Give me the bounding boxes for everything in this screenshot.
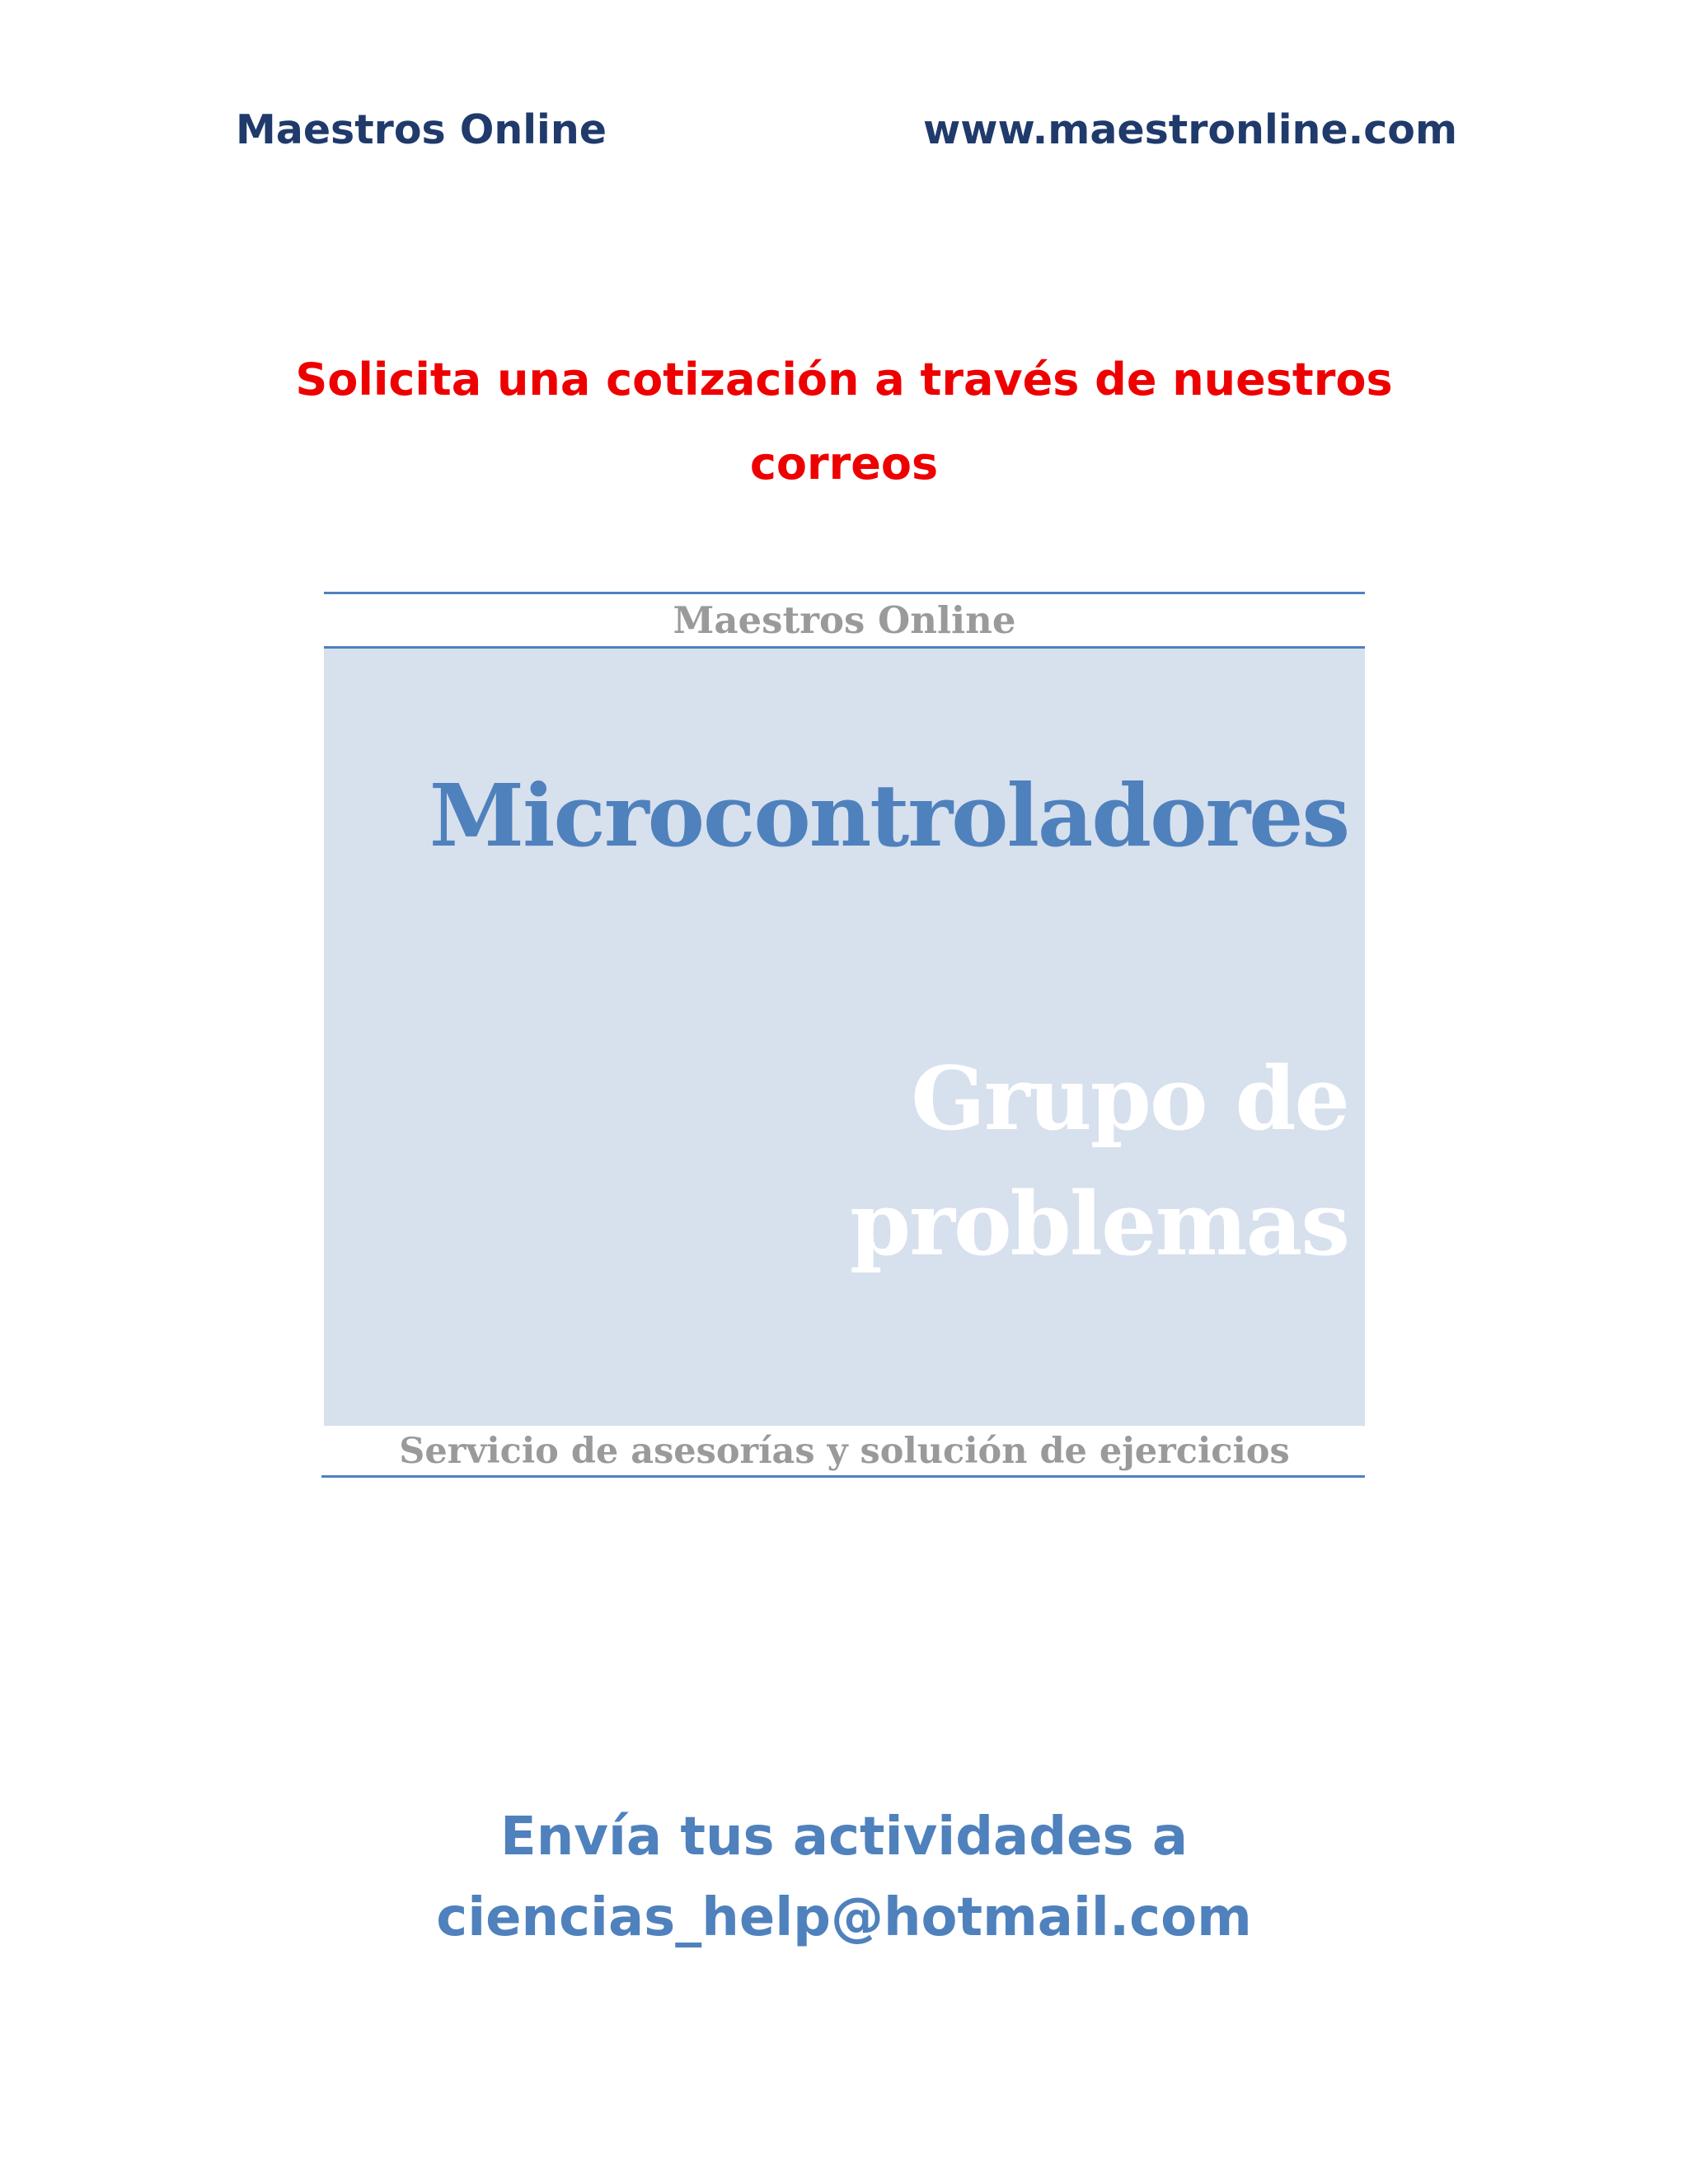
quote-request-line-1: Solicita una cotización a través de nuestros	[295, 354, 1393, 405]
cover-tagline: Servicio de asesorías y solución de ejercicios	[399, 1431, 1290, 1472]
cover-subtitle-line-1: Grupo de	[911, 1047, 1348, 1150]
contact-notice	[247, 1797, 1441, 1958]
quote-request-line-2: correos	[749, 438, 939, 490]
quote-request-notice	[247, 338, 1441, 506]
cover-title: Microcontroladores	[429, 765, 1348, 866]
cover-publisher: Maestros Online	[673, 598, 1016, 642]
contact-line-1: Envía tus actividades a	[499, 1807, 1189, 1868]
cover-title-panel	[324, 649, 1365, 1426]
contact-email[interactable]: ciencias_help@hotmail.com	[436, 1887, 1252, 1948]
cover-subtitle	[324, 1036, 1348, 1286]
header-site-name: Maestros Online	[236, 106, 607, 153]
header-website-url: www.maestronline.com	[923, 106, 1458, 153]
cover-block	[324, 592, 1365, 1479]
cover-subtitle-line-2: problemas	[849, 1172, 1348, 1275]
cover-bottom-rule	[321, 1475, 1365, 1478]
